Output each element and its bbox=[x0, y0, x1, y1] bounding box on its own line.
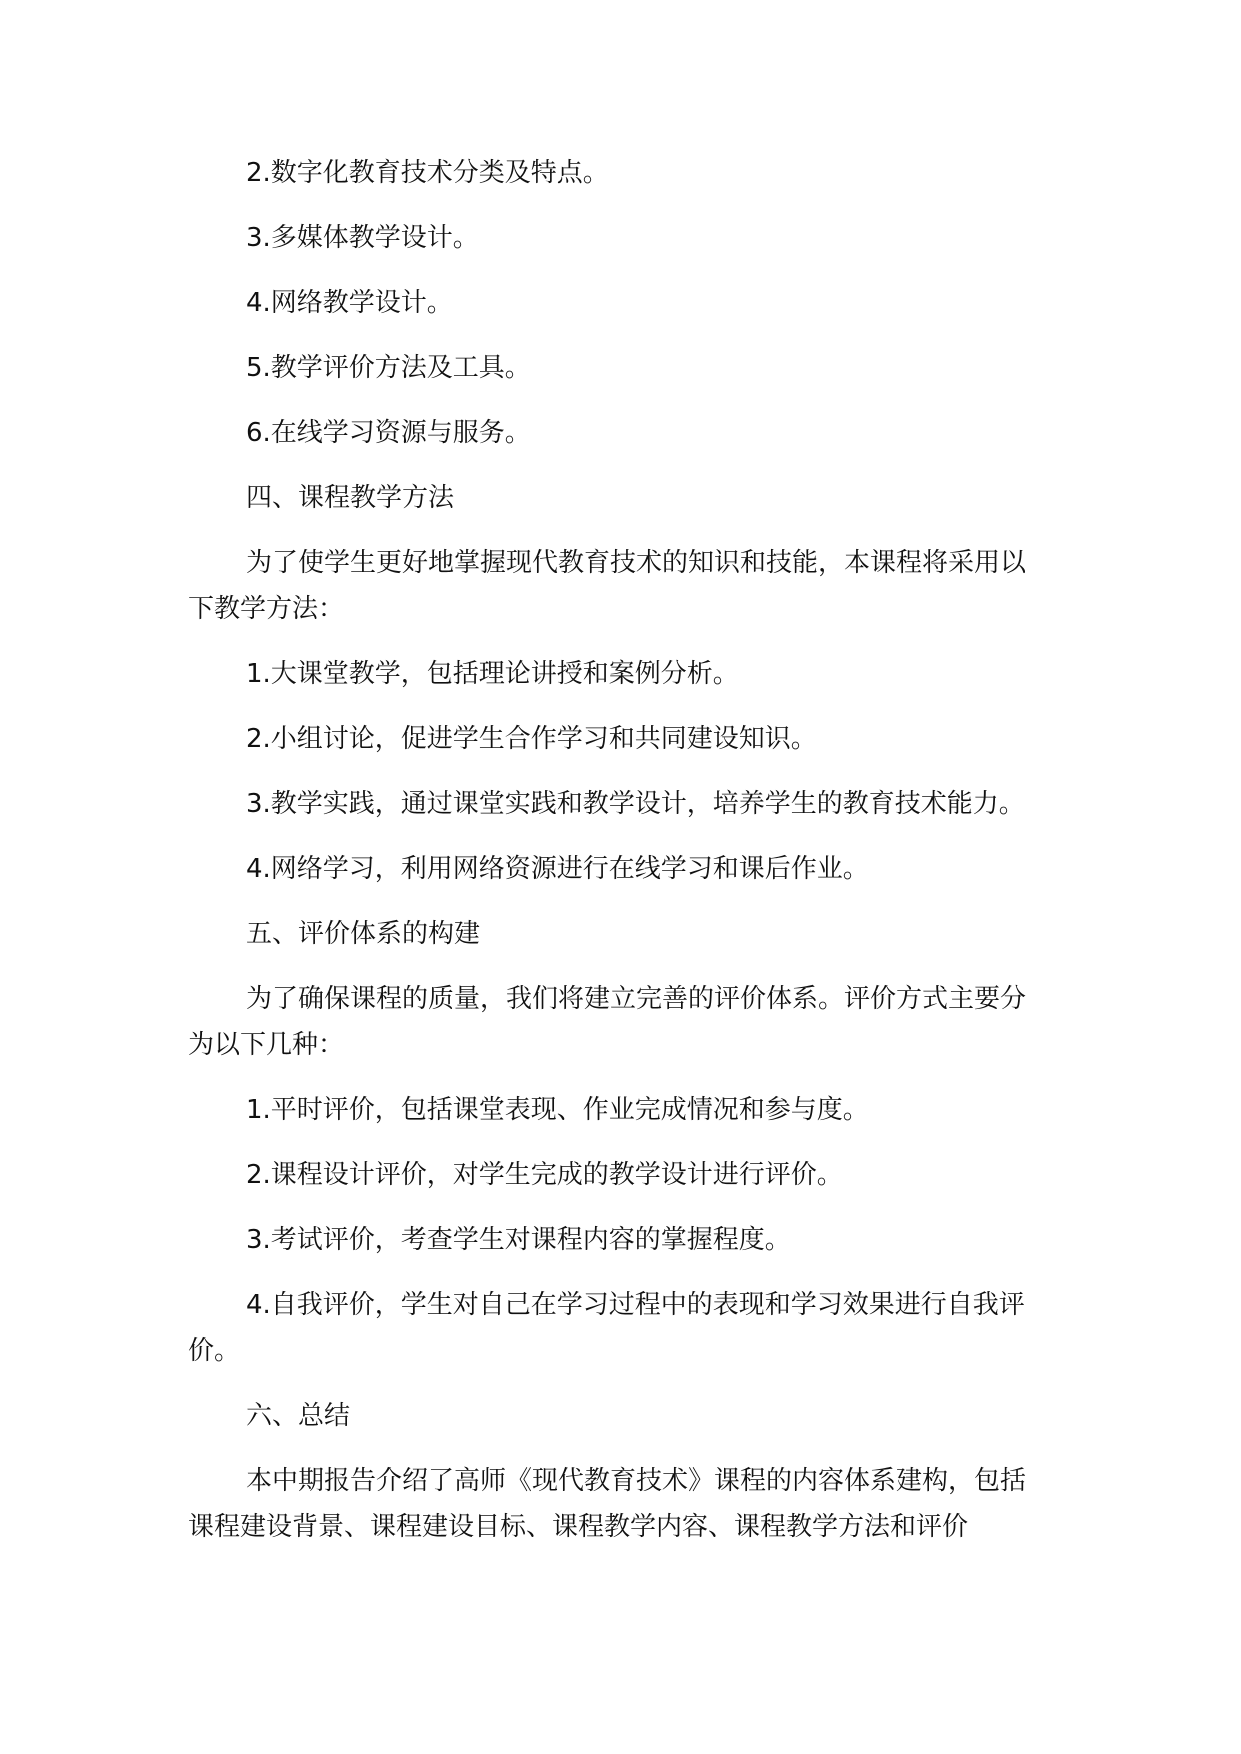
section-heading-summary: 六、总结 bbox=[246, 1401, 351, 1431]
paragraph-methods-intro: 为了使学生更好地掌握现代教育技术的知识和技能，本课程将采用以下教学方法： bbox=[188, 548, 1027, 624]
list-item-content-4: 4.网络教学设计。 bbox=[246, 288, 453, 318]
list-item-method-1: 1.大课堂教学，包括理论讲授和案例分析。 bbox=[246, 659, 739, 689]
list-item-evaluation-4: 4.自我评价，学生对自己在学习过程中的表现和学习效果进行自我评价。 bbox=[188, 1290, 1025, 1366]
paragraph-evaluation-intro: 为了确保课程的质量，我们将建立完善的评价体系。评价方式主要分为以下几种： bbox=[188, 984, 1027, 1060]
list-item-method-4: 4.网络学习，利用网络资源进行在线学习和课后作业。 bbox=[246, 854, 869, 884]
list-item-content-2: 2.数字化教育技术分类及特点。 bbox=[246, 158, 609, 188]
section-heading-evaluation: 五、评价体系的构建 bbox=[246, 919, 481, 949]
list-item-content-3: 3.多媒体教学设计。 bbox=[246, 223, 479, 253]
list-item-evaluation-3: 3.考试评价，考查学生对课程内容的掌握程度。 bbox=[246, 1225, 791, 1255]
list-item-method-2: 2.小组讨论，促进学生合作学习和共同建设知识。 bbox=[246, 724, 817, 754]
document-body bbox=[188, 150, 1048, 1569]
list-item-content-6: 6.在线学习资源与服务。 bbox=[246, 418, 531, 448]
paragraph-summary: 本中期报告介绍了高师《现代教育技术》课程的内容体系建构，包括课程建设背景、课程建设目标、课程教学内容、课程教学方法和评价 bbox=[188, 1466, 1027, 1542]
list-item-evaluation-1: 1.平时评价，包括课堂表现、作业完成情况和参与度。 bbox=[246, 1095, 869, 1125]
list-item-evaluation-2: 2.课程设计评价，对学生完成的教学设计进行评价。 bbox=[246, 1160, 843, 1190]
list-item-method-3: 3.教学实践，通过课堂实践和教学设计，培养学生的教育技术能力。 bbox=[246, 789, 1025, 819]
section-heading-teaching-methods: 四、课程教学方法 bbox=[246, 483, 455, 513]
list-item-content-5: 5.教学评价方法及工具。 bbox=[246, 353, 531, 383]
